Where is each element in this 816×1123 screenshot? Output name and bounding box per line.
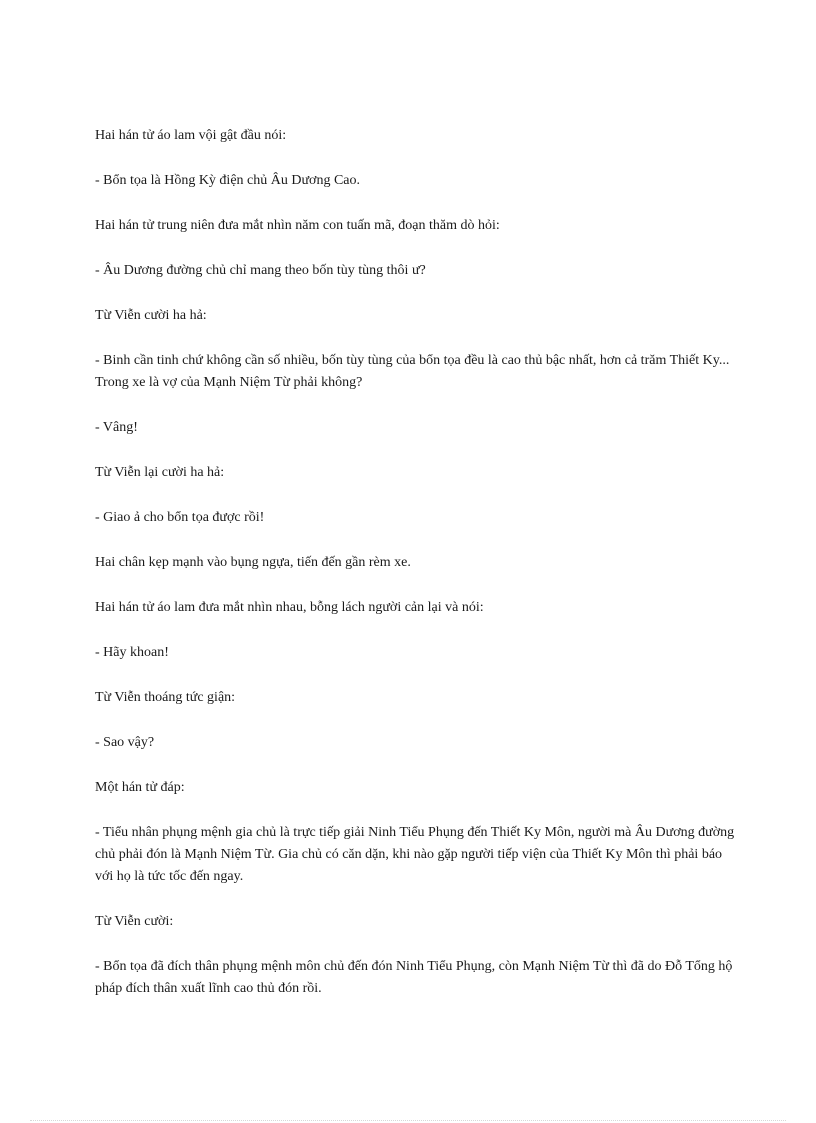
page-bottom-rule [30,1120,786,1121]
paragraph: - Vâng! [95,420,138,435]
paragraph: - Bổn tọa là Hồng Kỳ điện chủ Âu Dương Cao. [95,173,361,188]
paragraph: Từ Viễn cười ha hả: [95,308,207,323]
paragraph: Hai hán tử áo lam đưa mắt nhìn nhau, bỗng lách người cản lại và nói: [95,600,484,615]
paragraph: Hai hán tử trung niên đưa mắt nhìn năm con tuấn mã, đoạn thăm dò hỏi: [95,218,500,233]
paragraph: Từ Viễn thoáng tức giận: [95,690,236,705]
paragraph: - Âu Dương đường chủ chỉ mang theo bốn tùy tùng thôi ư? [95,263,426,278]
paragraph: - Tiểu nhân phụng mệnh gia chủ là trực tiếp giải Ninh Tiểu Phụng đến Thiết Ky Môn, người mà Âu Dương đường chủ phải đón là Mạnh Niệm Từ. Gia chủ có căn dặn, khi nào gặp người tiếp viện của Thiết Ky Môn thì phải báo với họ là tức tốc đến ngay. [95,825,735,884]
paragraph: Hai hán tử áo lam vội gật đầu nói: [95,128,287,143]
document-body [95,125,735,1023]
paragraph: Hai chân kẹp mạnh vào bụng ngựa, tiến đến gần rèm xe. [95,555,411,570]
paragraph: Từ Viễn lại cười ha hả: [95,465,225,480]
paragraph: - Binh cần tinh chứ không cần số nhiều, bốn tùy tùng của bổn tọa đều là cao thủ bậc nhất, hơn cả trăm Thiết Ky... Trong xe là vợ của Mạnh Niệm Từ phải không? [95,353,730,390]
paragraph: - Hãy khoan! [95,645,169,660]
paragraph: - Bổn tọa đã đích thân phụng mệnh môn chủ đến đón Ninh Tiểu Phụng, còn Mạnh Niệm Từ thì đã do Đỗ Tổng hộ pháp đích thân xuất lĩnh cao thủ đón rồi. [95,959,733,996]
paragraph: Một hán tử đáp: [95,780,185,795]
paragraph: - Sao vậy? [95,735,155,750]
paragraph: Từ Viễn cười: [95,914,174,929]
paragraph: - Giao ả cho bổn tọa được rồi! [95,510,265,525]
